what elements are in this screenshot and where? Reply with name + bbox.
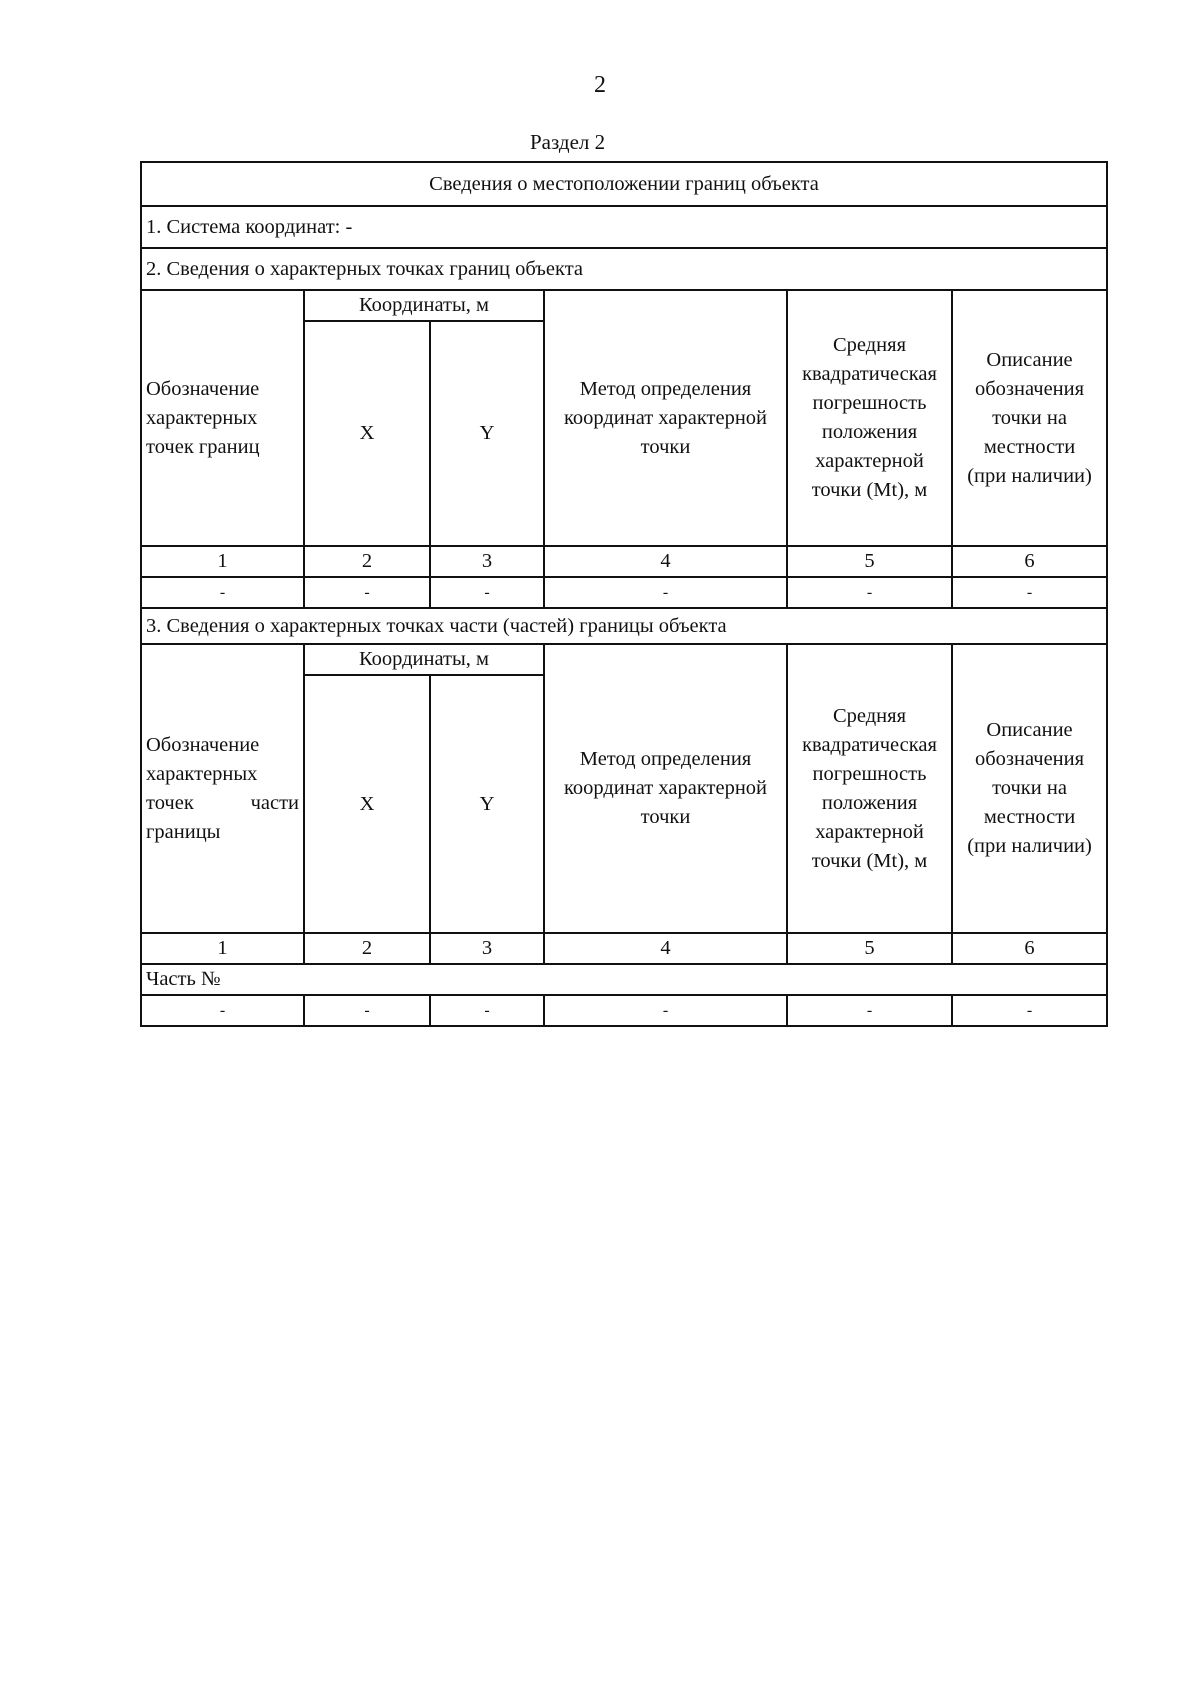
part-label: Часть № bbox=[141, 964, 1107, 995]
header-x: X bbox=[304, 321, 430, 546]
section-title: Раздел 2 bbox=[530, 130, 606, 154]
header-coordinates: Координаты, м bbox=[304, 290, 544, 321]
header-description-part: Описание обозначения точки на местности (при наличии) bbox=[952, 644, 1107, 933]
header-x-part: X bbox=[304, 675, 430, 933]
header-y: Y bbox=[430, 321, 544, 546]
header-method-part: Метод определения координат характерной точки bbox=[544, 644, 787, 933]
section3-title: 3. Сведения о характерных точках части (частей) границы объекта bbox=[141, 608, 1107, 644]
section2-title: 2. Сведения о характерных точках границ объекта bbox=[141, 248, 1107, 290]
table-title: Сведения о местоположении границ объекта bbox=[141, 162, 1107, 206]
table-row: - - - - - - bbox=[141, 577, 1107, 608]
header-designation: Обозначение характерных точек границ bbox=[141, 290, 304, 546]
coord-system-row: 1. Система координат: - bbox=[141, 206, 1107, 248]
header-method: Метод определения координат характерной точки bbox=[544, 290, 787, 546]
table-row: - - - - - - bbox=[141, 995, 1107, 1026]
column-numbers-row-part: 1 2 3 4 5 6 bbox=[141, 933, 1107, 964]
column-numbers-row: 1 2 3 4 5 6 bbox=[141, 546, 1107, 577]
page-number: 2 bbox=[594, 72, 606, 98]
header-designation-part: Обозначение характерных точек части границы bbox=[141, 644, 304, 933]
header-coordinates-part: Координаты, м bbox=[304, 644, 544, 675]
header-y-part: Y bbox=[430, 675, 544, 933]
header-error-part: Средняя квадратическая погрешность положения характерной точки (Mt), м bbox=[787, 644, 952, 933]
header-description: Описание обозначения точки на местности (при наличии) bbox=[952, 290, 1107, 546]
boundary-table bbox=[140, 161, 1108, 1027]
header-error: Средняя квадратическая погрешность положения характерной точки (Mt), м bbox=[787, 290, 952, 546]
